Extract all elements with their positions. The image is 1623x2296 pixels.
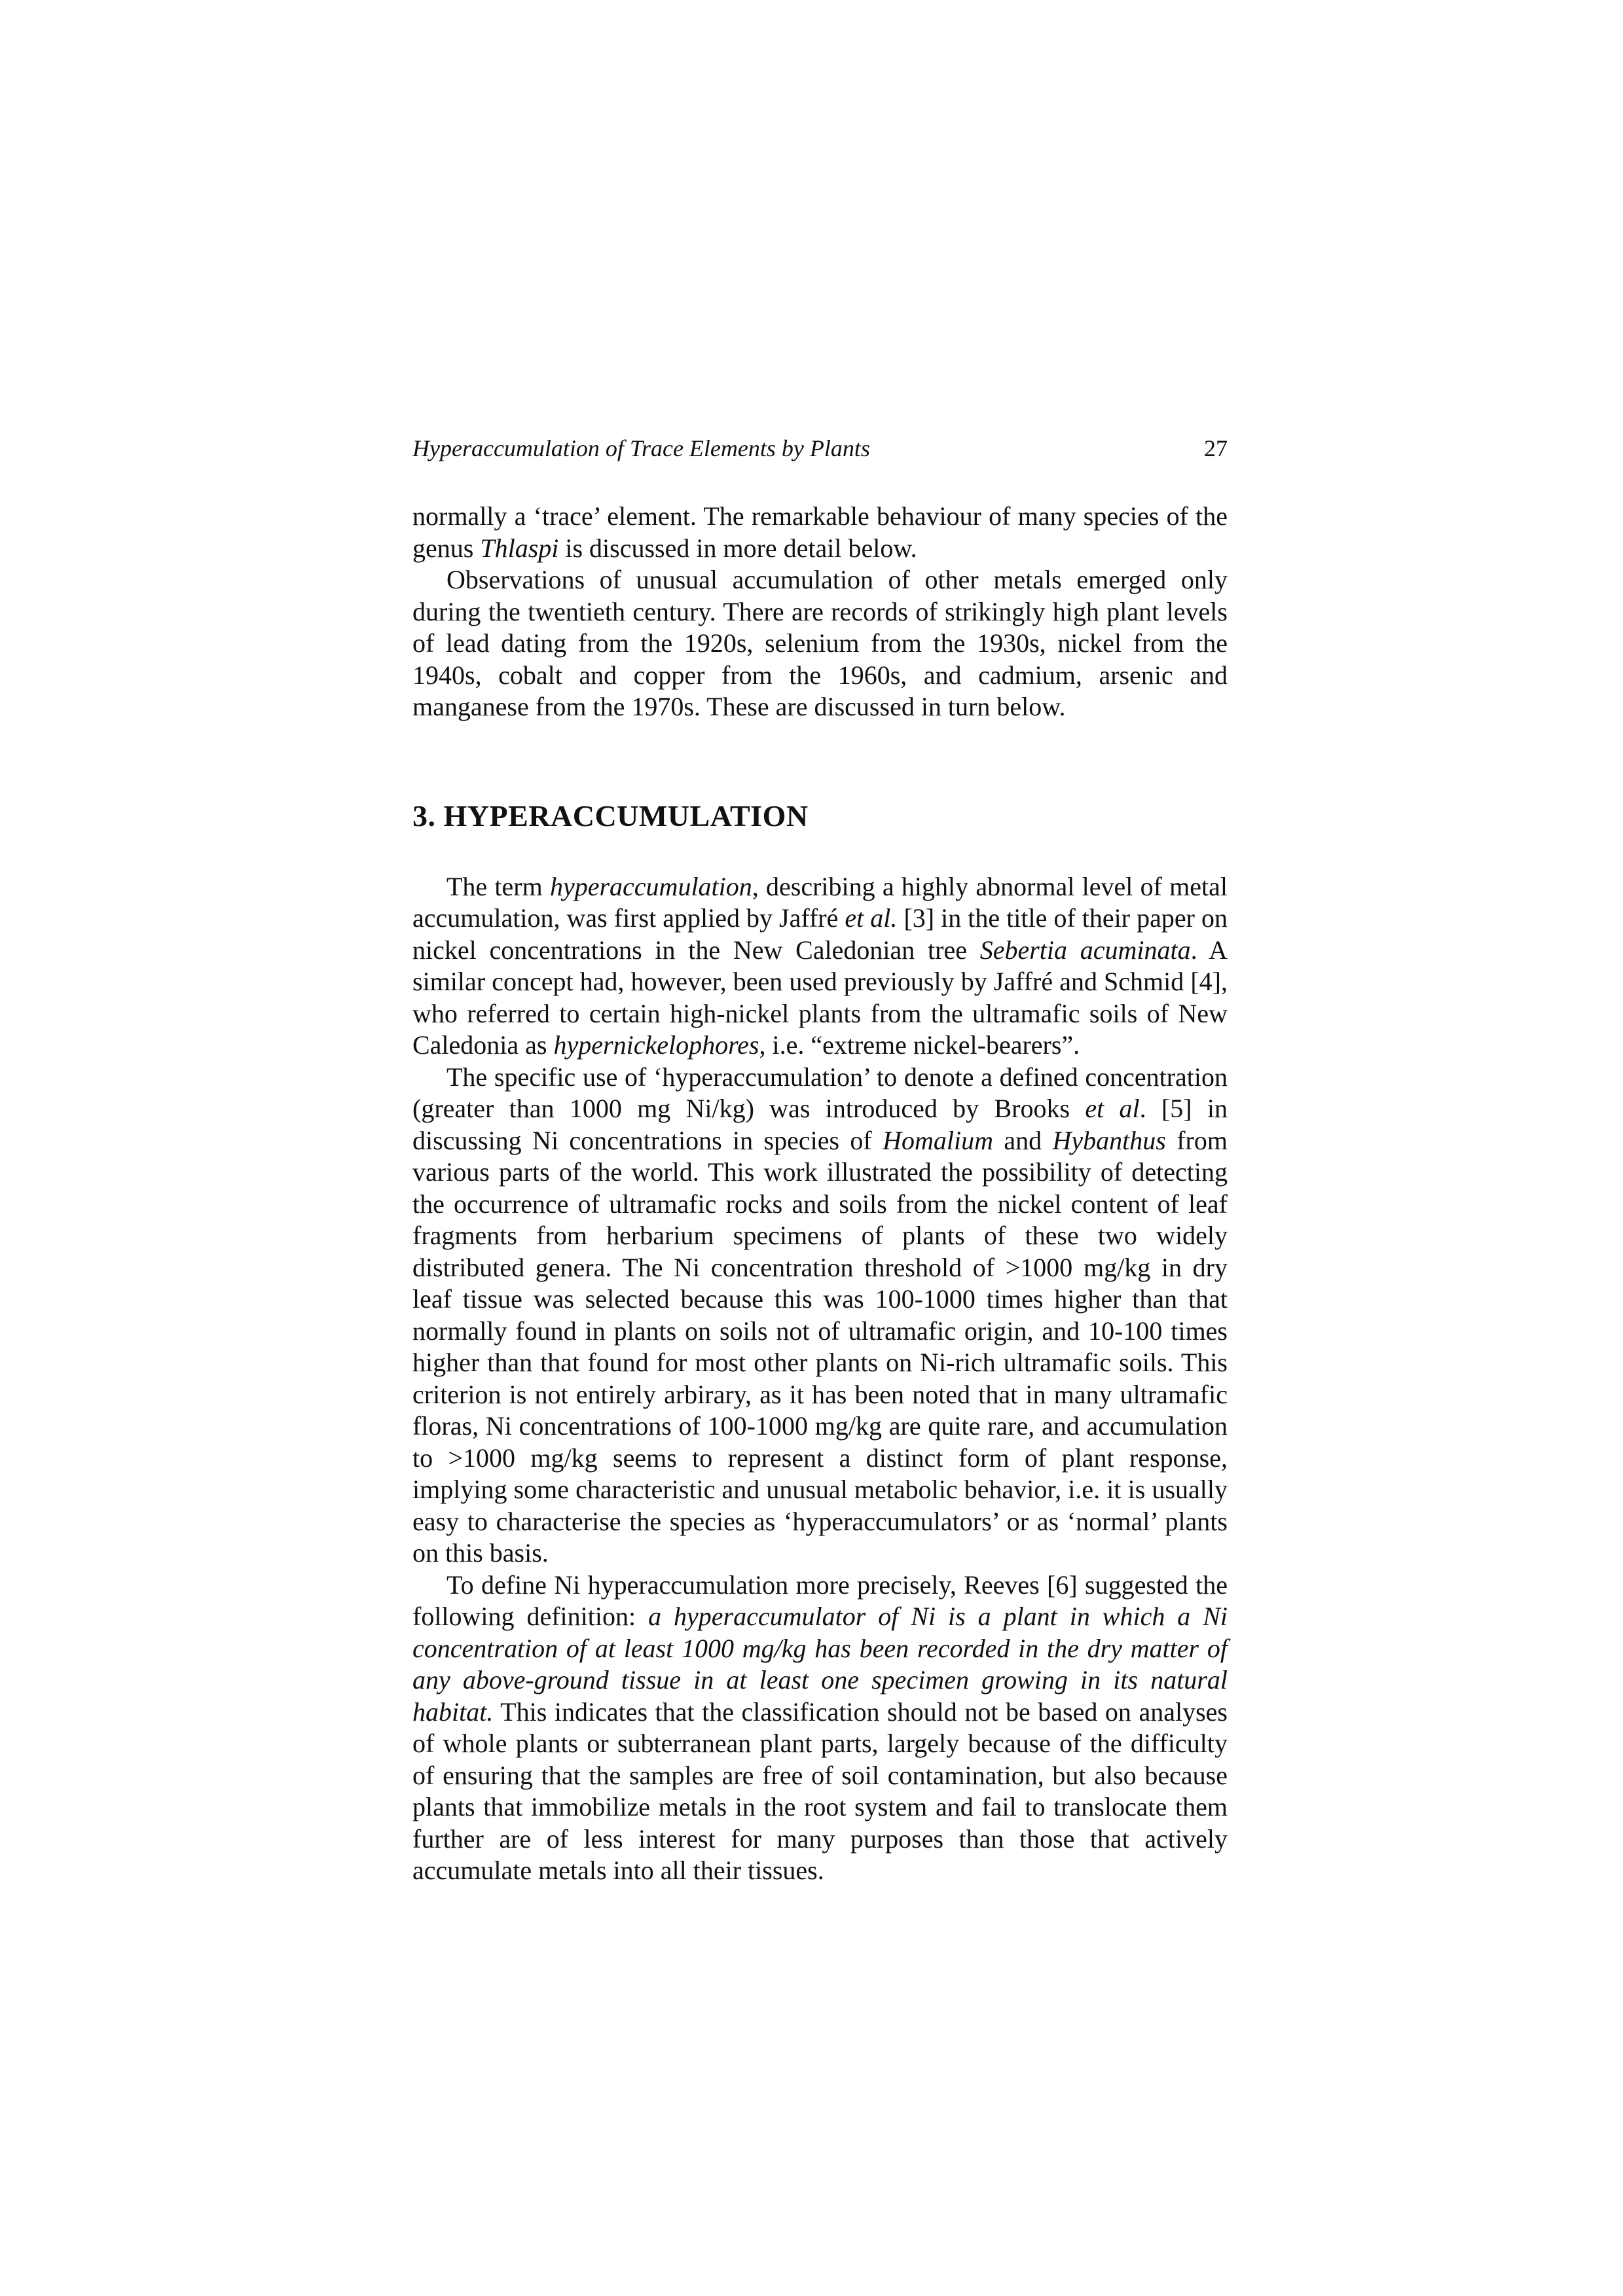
text-run: is discussed in more detail below.: [558, 533, 917, 563]
text-run: from various parts of the world. This work illustrated the possibility of detecting the occurrence of ultramafic rocks and soils from the nickel content of leaf fragments from herbarium specimens of plants of these two widely distributed genera. The Ni concentration threshold of >1000 mg/kg in dry leaf tissue was selected because this was 100-1000 times higher than that normally found in plants on soils not of ultramafic origin, and 10-100 times higher than that found for most other plants on Ni-rich ultramafic soils. This criterion is not entirely arbirary, as it has been noted that in many ultramafic floras, Ni concentrations of 100-1000 mg/kg are quite rare, and accumulation to >1000 mg/kg seems to represent a distinct form of plant response, implying some characteristic and unusual metabolic behavior, i.e. it is usually easy to characterise the species as ‘hyperaccumulators’ or as ‘normal’ plants on this basis.: [412, 1125, 1228, 1568]
text-run: Observations of unusual accumulation of other metals emerged only during the twentieth century. There are records of strikingly high plant levels of lead dating from the 1920s, selenium from the 1930s, nickel from the 1940s, cobalt and copper from the 1960s, and cadmium, arsenic and manganese from the 1970s. These are discussed in turn below.: [412, 565, 1228, 721]
citation-et-al: et al.: [845, 903, 898, 933]
text-run: To define Ni hyperaccumulation more precisely, Reeves [6] suggested the following definition:: [412, 1570, 1228, 1631]
text-run: . [5] in discussing Ni concentrations in species of: [412, 1094, 1228, 1155]
text-run: . A similar concept had, however, been used previously by Jaffré and Schmid [4], who referred to certain high-nickel plants from the ultramafic soils of New Caledonia as: [412, 935, 1228, 1060]
text-run: The term: [447, 871, 550, 901]
page-number: 27: [1204, 435, 1228, 461]
genus-thlaspi: Thlaspi: [480, 533, 559, 563]
text-run: This indicates that the classification should not be based on analyses of whole plants or subterranean plant parts, largely because of the difficulty of ensuring that the samples are free of soil contamination, but also because plants that immobilize metals in the root system and fail to translocate them further are of less interest for many purposes than those that actively accumulate metals into all their tissues.: [412, 1696, 1228, 1885]
genus-hybanthus: Hybanthus: [1052, 1125, 1166, 1155]
text-run: [3] in the title of their paper on nickel concentrations in the New Caledonian tree: [412, 903, 1228, 965]
term-hypernickelophores: hypernickelophores: [553, 1030, 759, 1060]
text-run: , describing a highly abnormal level of metal accumulation, was first applied by Jaffré: [412, 871, 1228, 933]
genus-homalium: Homalium: [883, 1125, 994, 1155]
paragraph-term-definition: [412, 871, 1228, 1062]
text-run: normally a ‘trace’ element. The remarkable behaviour of many species of the genus: [412, 501, 1228, 563]
paragraph-continued: [412, 501, 1228, 564]
term-hyperaccumulation: hyperaccumulation: [549, 871, 752, 901]
paragraph-observations: [412, 564, 1228, 723]
paragraph-reeves-definition: [412, 1570, 1228, 1887]
text-run: , i.e. “extreme nickel-bearers”.: [759, 1030, 1080, 1060]
citation-et-al: et al: [1085, 1094, 1140, 1123]
species-sebertia-acuminata: Sebertia acuminata: [979, 935, 1191, 965]
text-run: and: [993, 1125, 1053, 1155]
section-heading: 3. HYPERACCUMULATION: [412, 798, 809, 833]
body-text: [412, 501, 1228, 1887]
running-header: [412, 429, 1228, 468]
text-run: The specific use of ‘hyperaccumulation’ to denote a defined concentration (greater than 1000 mg Ni/kg) was introduced by Brooks: [412, 1062, 1228, 1123]
definition-quote: a hyperaccumulator of Ni is a plant in which a Ni concentration of at least 1000 mg/kg has been recorded in the dry matter of any above-ground tissue in at least one specimen growing in its natural habitat.: [412, 1602, 1228, 1727]
running-title: Hyperaccumulation of Trace Elements by Plants: [412, 435, 870, 461]
paragraph-specific-use: [412, 1062, 1228, 1570]
